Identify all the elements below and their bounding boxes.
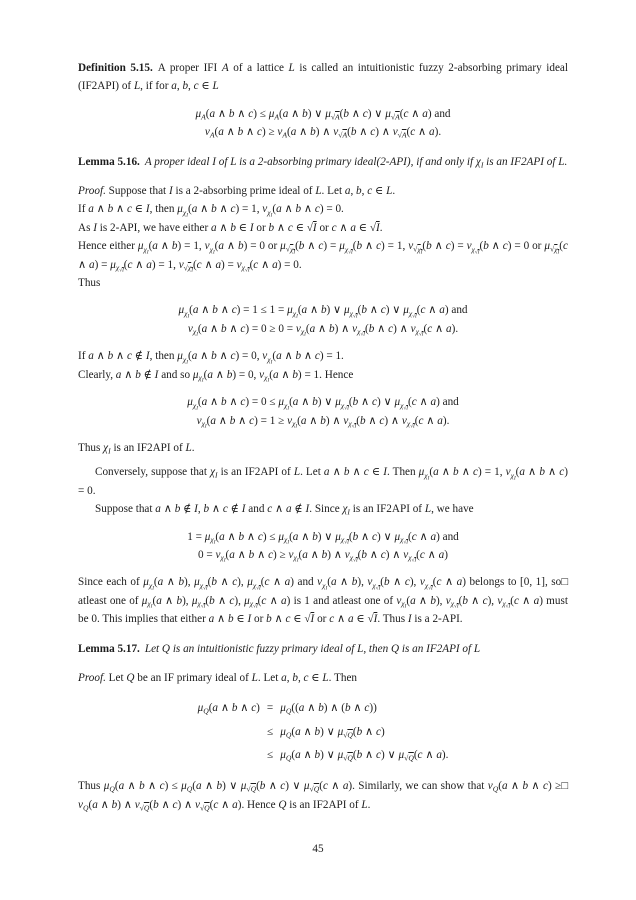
lemma-5-16-paragraph [78,153,568,171]
proof-5-16-conversely-paragraph: Conversely, suppose that $\chi_I$ is an IF2API of L. Let a ∧ b ∧ c ∈ I. Then $\mu_{\chi_I}(a$ ∧ b ∧ c) = 1, $\nu_{\chi_I}(a$ ∧ b ∧ c) = 0. [78,466,568,497]
proof-5-17-intro: Proof. Let Q be an IF primary ideal of L. Let a, b, c ∈ L. Then [78,671,358,684]
proof-5-16-equation-3 [78,528,568,565]
equation-line-mu: $\mu_A(a$ ∧ b ∧ $c) \le \mu_A(a$ ∧ b) ∨ $\mu_{√A}(b$ ∧ c) ∨ $\mu_{√A}(c$ ∧ a) and [195,107,451,122]
proof-5-16-final-text: Since each of $\mu_{\chi_I}(a$ ∧ b), $\mu_{\chi_{√I}}(b$ ∧ c), $\mu_{\chi_{√I}}(c$ ∧ a) and $\nu_{\chi_I}(a$ ∧ b), $\nu_{\chi_{√I}}(b$ ∧ c), $\nu_{\chi_{√I}}(c$ ∧ a) belongs to [0, 1], so atleast one of $\mu_{\chi_I}(a$ ∧ b), $\mu_{\chi_{√I}}(b$ ∧ c), $\mu_{\chi_{√I}}(c$ ∧ a) is 1 and atleast one of $\nu_{\chi_I}(a$ ∧ b), $\nu_{\chi_{√I}}(b$ ∧ c), $\nu_{\chi_{√I}}(c$ ∧ a) must be 0. This implies that either a ∧ b ∈ I or b ∧ c ∈ √I or c ∧ a ∈ √I. Thus I is a 2-API. [78,576,568,626]
proof-5-16-line-6: If a ∧ b ∧ c ∉ I, then $\mu_{\chi_I}(a$ ∧ b ∧ c) = 0, $\nu_{\chi_I}(a$ ∧ b ∧ c) = 1. [78,350,344,366]
lemma-5-17-body: Let Q is an intuitionistic fuzzy primary ideal of L, then Q is an IF2API of L [144,642,481,655]
definition-5-15-label: Definition 5.15. [78,62,153,74]
equation-line-nu: $0 = \nu_{\chi_I}(a$ ∧ b ∧ $c) \ge \nu_{\chi_I}(a$ ∧ b) ∧ $\nu_{\chi_{√I}}(b$ ∧ c) ∧ $\nu_{\chi_{√I}}(c$ ∧ a) [198,548,448,565]
definition-5-15-paragraph [78,59,568,96]
proof-5-16-final-paragraph [78,573,568,628]
equation-rhs: $\mu_Q(a$ ∧ b) ∨ $\mu_{√Q}(b$ ∧ c) [280,725,385,739]
equation-line-mu: $\mu_{\chi_I}(a$ ∧ b ∧ $c) = 1 \le 1 = \mu_{\chi_I}(a$ ∧ b) ∨ $\mu_{\chi_{√I}}(b$ ∧ c) ∨ $\mu_{\chi_{√I}}(c$ ∧ a) and [178,304,468,320]
lemma-5-16-label: Lemma 5.16. [78,155,140,168]
equation-line-nu: $\nu_{\chi_I}(a$ ∧ b ∧ $c) = 1 \ge \nu_{\chi_I}(a$ ∧ b) ∧ $\nu_{\chi_{√I}}(b$ ∧ c) ∧ $\nu_{\chi_{√I}}(c$ ∧ a). [196,414,450,430]
lemma-5-17-label: Lemma 5.17. [78,642,140,655]
proof-5-17-final-paragraph [78,777,568,814]
equation-relation: = [266,701,274,714]
qed-square: □ [561,576,568,589]
proof-5-16-line-2: If a ∧ b ∧ c ∈ I, then $\mu_{\chi_I}(a$ ∧ b ∧ c) = 1, $\nu_{\chi_I}(a$ ∧ b ∧ c) = 0. [78,203,344,219]
proof-5-16-line-7: Clearly, a ∧ b ∉ I and so $\mu_{\chi_I}(a$ ∧ b) = 0, $\nu_{\chi_I}(a$ ∧ b) = 1. Hence [78,368,354,384]
equation-row [198,744,449,768]
proof-5-16-line-1: Proof. Suppose that I is a 2-absorbing prime ideal of L. Let a, b, c ∈ L. [78,185,396,198]
lemma-5-16-body: A proper ideal I of L is a 2-absorbing primary ideal(2-API), if and only if $\chi_I$ is an IF2API of L. [144,155,568,170]
proof-5-16-equation-1 [78,301,568,338]
equation-lhs [198,744,260,768]
equation-row [198,696,449,720]
definition-5-15-body: A proper IFI A of a lattice L is called an intuitionistic fuzzy 2-absorbing primary ideal (IF2API) of L, if for a, b, c ∈ L [78,62,569,93]
qed-square: □ [561,780,568,793]
proof-5-17 [78,669,568,814]
equation-line-nu: $\nu_A(a$ ∧ b ∧ $c) \ge \nu_A(a$ ∧ b) ∧ $\nu_{√A}(b$ ∧ c) ∧ $\nu_{√A}(c$ ∧ a). [204,126,442,140]
proof-5-17-final-text: Thus $\mu_Q(a$ ∧ b ∧ $c) \le \mu_Q(a$ ∧ b) ∨ $\mu_{√Q}(b$ ∧ c) ∨ $\mu_{√Q}(c$ ∧ a). Similarly, we can show that $\nu_Q(a$ ∧ b ∧ $c) \ge \nu_Q(a$ ∧ b) ∧ $\nu_{√Q}(b$ ∧ c) ∧ $\nu_{√Q}(c$ ∧ a). Hence Q is an IF2API of L. [78,780,562,812]
equation-relation: ≤ [266,725,274,738]
equation-lhs: $\mu_Q(a$ ∧ b ∧ c) [197,701,260,716]
proof-5-16 [78,182,568,629]
equation-rhs: $\mu_Q(a$ ∧ b) ∨ $\mu_{√Q}(b$ ∧ c) ∨ $\mu_{√Q}(c$ ∧ a). [280,749,449,763]
proof-5-16-conclusion-forward: Thus $\chi_I$ is an IF2API of L. [78,441,195,456]
equation-lhs [198,720,260,744]
definition-5-15-equation [78,105,568,142]
lemma-5-17-paragraph [78,640,568,658]
equation-line-mu: $\mu_{\chi_I}(a$ ∧ b ∧ $c) = 0 \le \mu_{\chi_I}(a$ ∧ b) ∨ $\mu_{\chi_{√I}}(b$ ∧ c) ∨ $\mu_{\chi_{√I}}(c$ ∧ a) and [187,396,459,412]
proof-5-17-aligned-equation [198,696,449,767]
equation-rhs: $\mu_Q((a$ ∧ b) ∧ (b ∧ c)) [280,701,377,716]
equation-line-nu: $\nu_{\chi_I}(a$ ∧ b ∧ $c) = 0 \ge 0 = \nu_{\chi_I}(a$ ∧ b) ∧ $\nu_{\chi_{√I}}(b$ ∧ c) ∧ $\nu_{\chi_{√I}}(c$ ∧ a). [187,322,459,338]
proof-5-16-equation-2 [78,393,568,430]
page-number: 45 [312,842,324,855]
proof-5-16-line-4: Hence either $\mu_{\chi_I}(a$ ∧ b) = 1, $\nu_{\chi_I}(a$ ∧ b) = 0 or $\mu_{√\chi_I}(b$ ∧ $c) = \mu_{\chi_{√I}}(b$ ∧ c) = 1, $\nu_{√\chi_I}(b$ ∧ $c) = \nu_{\chi_{√I}}(b$ ∧ c) = 0 or $\mu_{√\chi_I}(c$ ∧ $a) = \mu_{\chi_{√I}}(c$ ∧ a) = 1, $\nu_{√\chi_I}(c$ ∧ $a) = \nu_{\chi_{√I}}(c$ ∧ a) = 0. [78,240,568,274]
equation-line-mu: $1 = \mu_{\chi_I}(a$ ∧ b ∧ $c) \le \mu_{\chi_I}(a$ ∧ b) ∨ $\mu_{\chi_{√I}}(b$ ∧ c) ∨ $\mu_{\chi_{√I}}(c$ ∧ a) and [187,530,459,546]
equation-relation: ≤ [266,749,274,762]
proof-5-16-line-3: As I is 2-API, we have either a ∧ b ∈ I or b ∧ c ∈ √I or c ∧ a ∈ √I. [78,221,383,234]
proof-5-16-suppose-paragraph: Suppose that a ∧ b ∉ I, b ∧ c ∉ I and c ∧ a ∉ I. Since $\chi_I$ is an IF2API of L, we have [95,503,474,517]
proof-5-16-line-5: Thus [78,277,101,290]
equation-row [198,720,449,744]
